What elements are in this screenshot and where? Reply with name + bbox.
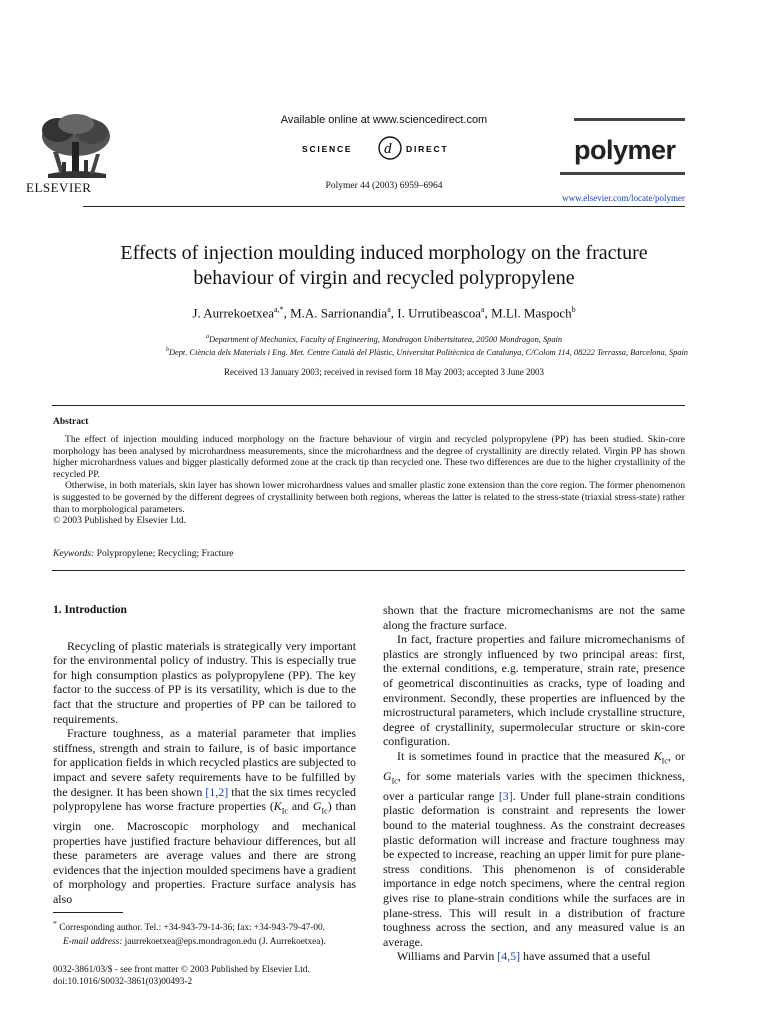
affiliation-b: $^b$Dept. Ciència dels Materials i Eng. Met. Centre Català del Plàstic, Universitat Politècnica de Catalunya, C/Colom 114, 08222 Terrassa, Barcelona, Spain bbox=[165, 347, 688, 357]
available-online[interactable]: Available online at www.sciencedirect.com bbox=[280, 114, 488, 126]
body-paragraph: It is sometimes found in practice that the measured $K_{Ic}$, or $G_{Ic}$, for some materials varies with the specimen thickness, over a particular range [3]. Under full plane-strain conditions plastic deformation is constraint and represents the lower bound to the material toughness. As the constraint decreases plastic deformation will increase and fracture toughness may be expected to increase, reaching an upper limit for pure plane-stress conditions. This phenomenon is of considerable importance in edge notch specimens, where the central region gives rise to plane-strain conditions while the surfaces are in plane-stress. This will result in a distribution of fracture toughness across the section, and any measured value is an average. bbox=[383, 748, 685, 949]
svg-text:d: d bbox=[384, 141, 392, 157]
body-paragraph: Recycling of plastic materials is strategically very important for the environmental policy of industry. This is especially true for high consumption plastics as polypropylene (PP). The key factor to the success of PP is its versatility, which is due to the fact that the structure and properties of PP can be tailored to requirements. bbox=[53, 638, 356, 726]
abstract-copyright: © 2003 Published by Elsevier Ltd. bbox=[53, 515, 187, 527]
journal-logo bbox=[560, 118, 685, 175]
sciencedirect-logo bbox=[300, 133, 470, 163]
left-column bbox=[53, 603, 356, 907]
author-list: J. Aurrekoetxea$^{a,*}$, M.A. Sarrionandia$^a$, I. Urrutibeascoa$^a$, M.Ll. Maspoch$^b$ bbox=[192, 305, 576, 321]
abstract-paragraph: Otherwise, in both materials, skin layer has shown lower microhardness values and smaller plastic zone extension than the core region. The former phenomenon is suggested to be governed by the different degrees of crystallinity between both regions, whereas the latter is related to the stress-state (triaxial stress-state) rather than to morphological parameters. bbox=[53, 480, 685, 515]
publication-info bbox=[53, 964, 310, 988]
received-dates: Received 13 January 2003; received in revised form 18 May 2003; accepted 3 June 2003 bbox=[224, 367, 544, 377]
author-name: M.A. Sarrionandia bbox=[290, 305, 388, 321]
citation-link[interactable]: [4,5] bbox=[497, 949, 521, 964]
keywords: Keywords: Polypropylene; Recycling; Fracture bbox=[53, 548, 234, 559]
footnote: * Corresponding author. Tel.: +34-943-79-14-36; fax: +34-943-79-47-00. E-mail address: jaurrekoetxea@eps.mondragon.edu (J. Aurrekoetxea). bbox=[53, 919, 326, 947]
author-name: M.Ll. Maspoch bbox=[491, 305, 572, 321]
right-column bbox=[383, 603, 685, 964]
journal-reference: Polymer 44 (2003) 6959–6964 bbox=[325, 181, 443, 191]
author-email[interactable]: jaurrekoetxea@eps.mondragon.edu (J. Aurrekoetxea). bbox=[122, 936, 326, 947]
journal-url-link[interactable]: www.elsevier.com/locate/polymer bbox=[562, 193, 685, 203]
affiliation-a: $^a$Department of Mechanics, Faculty of Engineering, Mondragon Unibertsitatea, 20500 Mondragon, Spain bbox=[205, 334, 563, 344]
publisher-name: ELSEVIER bbox=[26, 180, 92, 195]
abstract-bottom-divider bbox=[52, 570, 685, 571]
body-paragraph: In fact, fracture properties and failure micromechanisms of plastics are strongly influenced by two principal areas: first, the external conditions, e.g. temperature, strain rate, presence of geometrical discontinuities as cracks, type of loading and environment. Secondly, these properties are influenced by the microstructural parameters, which include crystalline structure, degree of crystallinity, supermolecular structure or skin-core configuration. bbox=[383, 632, 685, 749]
journal-name: polymer bbox=[574, 135, 676, 165]
issn-line: 0032-3861/03/$ - see front matter © 2003 Published by Elsevier Ltd. bbox=[53, 965, 310, 975]
sciencedirect-left-text: SCIENCE bbox=[302, 144, 353, 154]
body-paragraph: shown that the fracture micromechanisms are not the same along the fracture surface. bbox=[383, 603, 685, 632]
article-title: Effects of injection moulding induced morphology on the fracture behaviour of virgin and recycled polypropylene bbox=[120, 242, 648, 289]
header-divider bbox=[83, 206, 685, 207]
section-heading-introduction: 1. Introduction bbox=[53, 604, 127, 616]
abstract-heading: Abstract bbox=[53, 417, 89, 427]
citation-link[interactable]: [3] bbox=[498, 788, 513, 803]
abstract-paragraph: The effect of injection moulding induced morphology on the fracture behaviour of virgin and recycled polypropylene (PP) has been studied. Skin-core morphology has been analysed by microhardness measurements, since the microhardness and the degree of crystallinity are directly related. Virgin PP has shown higher microhardness values and bigger plastically deformed zone at the crack tip than recycled one. These two differences are due to the higher crystallinity of the recycled PP. bbox=[53, 434, 685, 480]
doi-line: doi:10.1016/S0032-3861(03)00493-2 bbox=[53, 977, 193, 987]
author-name: J. Aurrekoetxea bbox=[192, 305, 274, 321]
sciencedirect-right-text: DIRECT bbox=[406, 144, 449, 154]
abstract-body bbox=[53, 434, 685, 527]
body-paragraph: Williams and Parvin [4,5] have assumed that a useful bbox=[397, 949, 651, 964]
footnote-divider bbox=[53, 912, 123, 913]
body-paragraph: Fracture toughness, as a material parameter that implies stiffness, strength and strain to failure, is of basic importance for application fields in which recycled plastics are subjected to impact and severe safety requirements have to be fulfilled by the designer. It has been shown [1,2] that the six times recycled polypropylene has worse fracture properties ($K_{Ic}$ and $G_{Ic}$) than virgin one. Macroscopic morphology and mechanical properties have justified fracture behaviour differences, but all these parameters are average values and there are strong evidences that the injection moulded specimens have a gradient of morphology and properties. Fracture surface analysis has also bbox=[53, 726, 357, 907]
abstract-top-divider bbox=[52, 405, 685, 406]
citation-link[interactable]: [1,2] bbox=[205, 784, 229, 799]
corresponding-author: Corresponding author. Tel.: +34-943-79-14-36; fax: +34-943-79-47-00. bbox=[56, 923, 325, 934]
author-name: I. Urrutibeascoa bbox=[397, 305, 481, 321]
